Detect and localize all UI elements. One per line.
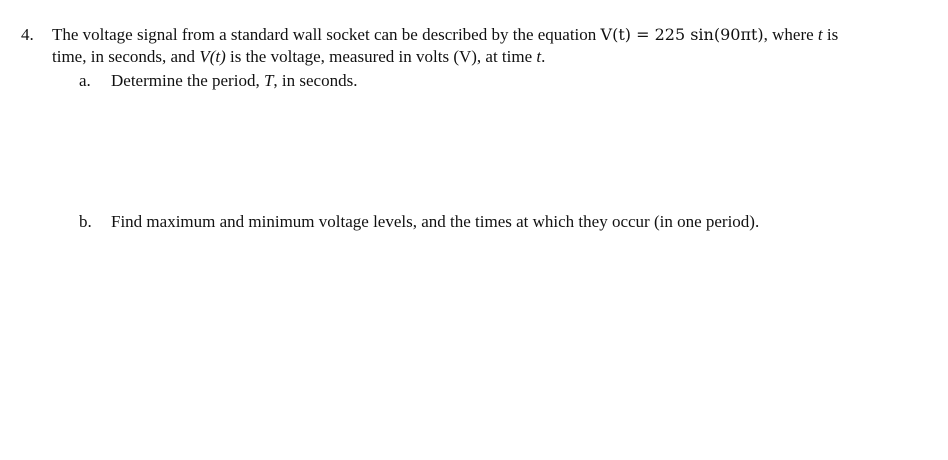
part-a-text-start: Determine the period, bbox=[111, 71, 264, 90]
question-text-2b: is the voltage, measured in volts (V), at time bbox=[225, 47, 537, 66]
part-a-letter: a. bbox=[79, 71, 91, 90]
part-b-text: Find maximum and minimum voltage levels, and the times at which they occur (in one period). bbox=[111, 212, 760, 231]
part-a-text-end: , in seconds. bbox=[273, 71, 358, 90]
question-text-2c: . bbox=[541, 47, 546, 66]
question-line-2 bbox=[52, 46, 545, 68]
variable-t: t bbox=[817, 25, 823, 44]
question-line-1 bbox=[52, 24, 838, 46]
variable-T: T bbox=[263, 71, 274, 90]
part-a-text bbox=[111, 70, 357, 92]
question-text-1b: , where bbox=[763, 25, 818, 44]
part-b-letter: b. bbox=[79, 212, 92, 231]
variable-t-2: t bbox=[536, 47, 542, 66]
voltage-equation: V(t) = 225 sin(90πt) bbox=[600, 25, 764, 44]
question-number: 4. bbox=[21, 25, 34, 44]
question-text-1: The voltage signal from a standard wall socket can be described by the equation bbox=[52, 25, 601, 44]
question-text-2: time, in seconds, and bbox=[52, 47, 200, 66]
question-text-1c: is bbox=[822, 25, 839, 44]
variable-vt: V(t) bbox=[199, 47, 226, 66]
